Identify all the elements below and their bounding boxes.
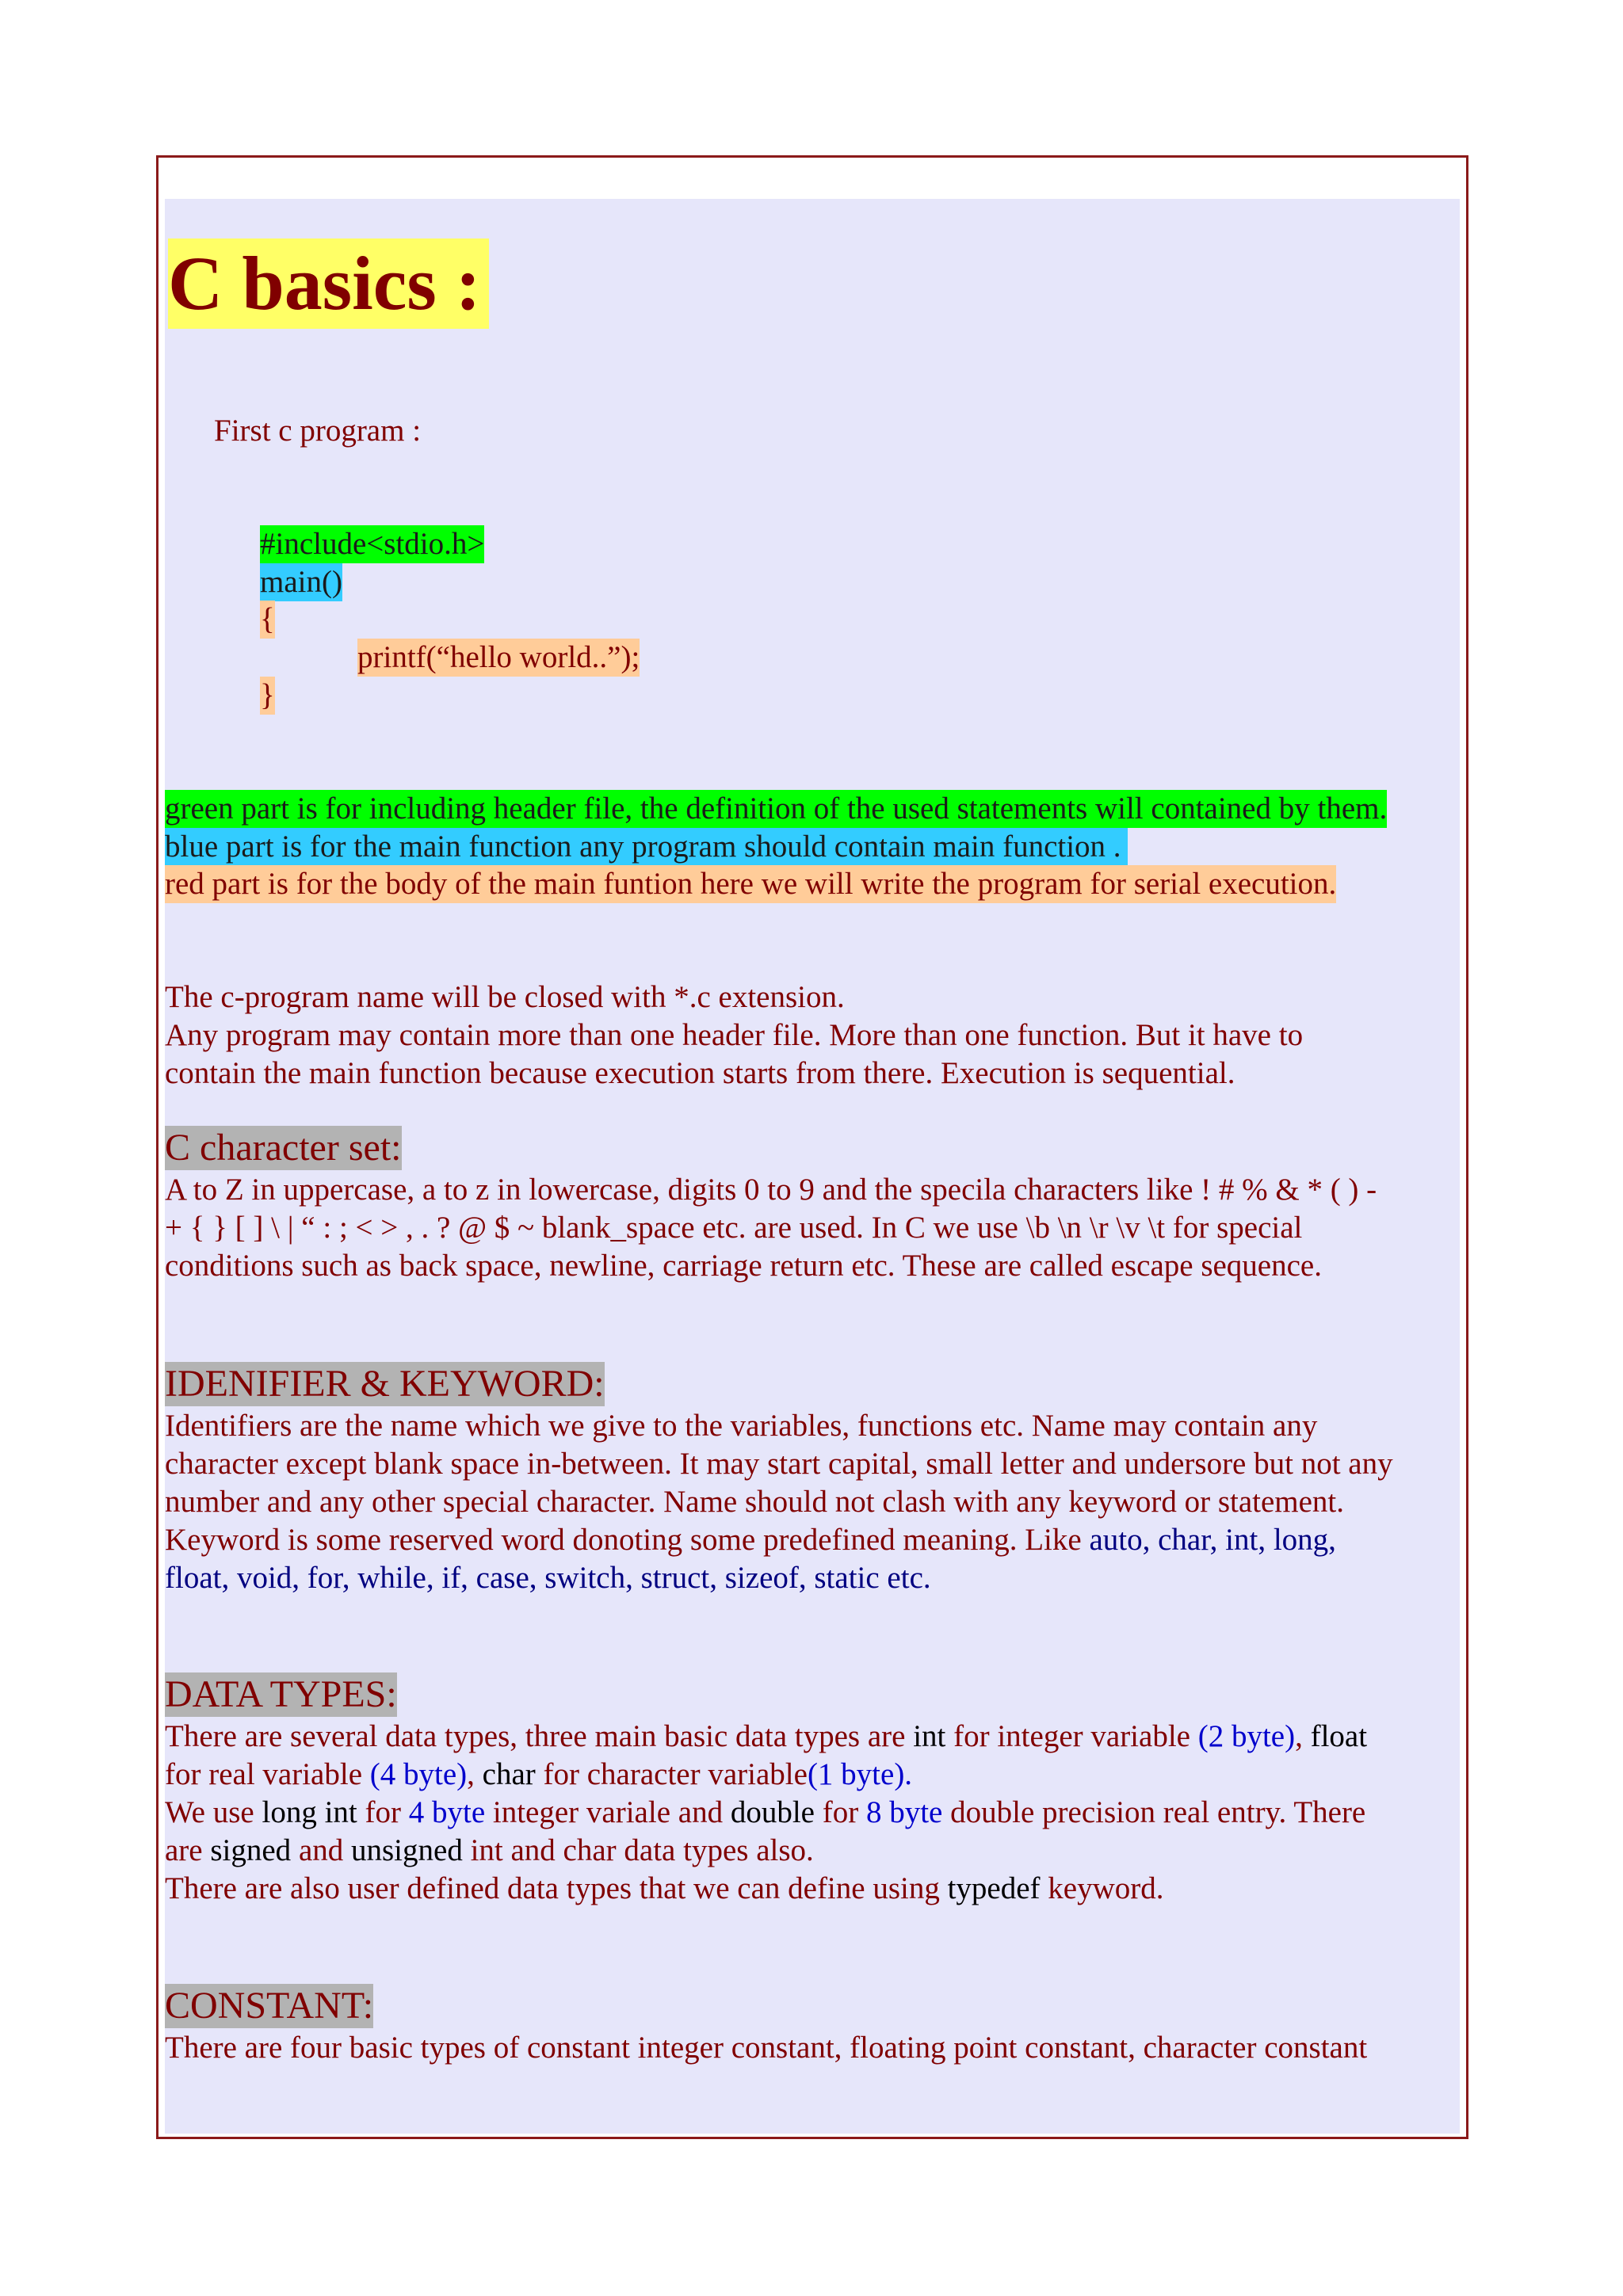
keyword-float: float	[1310, 1719, 1368, 1753]
text-run: We use	[165, 1795, 262, 1829]
charset-line: + { } [ ] \ | “ : ; < > , . ? @ $ ~ blank_space etc. are used. In C we use \b \n \r \v \t for special	[165, 1211, 1303, 1245]
keyword-long-int: long int	[262, 1795, 357, 1829]
keyword-char: char	[482, 1757, 536, 1791]
code-printf-line: printf(“hello world..”);	[357, 639, 640, 677]
code-main-line: main()	[260, 563, 342, 601]
keyword-double: double	[730, 1795, 815, 1829]
identifier-heading: IDENIFIER & KEYWORD:	[165, 1363, 605, 1405]
keyword-list: auto, char, int, long,	[1089, 1523, 1336, 1557]
keyword-unsigned: unsigned	[351, 1833, 463, 1867]
identifier-line: Identifiers are the name which we give to the variables, functions etc. Name may contain any	[165, 1409, 1318, 1443]
text-run: integer variale and	[485, 1795, 731, 1829]
keyword-typedef: typedef	[947, 1871, 1041, 1905]
text-run: There are also user defined data types that we can define using	[165, 1871, 948, 1905]
text-run: for integer variable	[945, 1719, 1198, 1753]
keyword-signed: signed	[210, 1833, 292, 1867]
text-run: for real variable	[165, 1757, 370, 1791]
legend-green: green part is for including header file, the definition of the used statements will contained by them.	[165, 790, 1387, 828]
text-run: for	[357, 1795, 409, 1829]
text-run: are	[165, 1833, 211, 1867]
datatypes-line	[165, 1756, 1465, 1794]
keyword-intro-text: Keyword is some reserved word donoting some predefined meaning. Like	[165, 1523, 1090, 1557]
identifier-paragraph	[165, 1407, 1465, 1597]
text-run: for	[814, 1795, 866, 1829]
intro-line: The c-program name will be closed with *.c extension.	[165, 980, 845, 1014]
charset-line: A to Z in uppercase, a to z in lowercase, digits 0 to 9 and the specila characters like ! # % & * ( ) -	[165, 1173, 1377, 1207]
document-frame	[156, 155, 1468, 2139]
text-run: ,	[467, 1757, 483, 1791]
intro-line: contain the main function because execution starts from there. Execution is sequential.	[165, 1056, 1235, 1090]
first-program-label: First c program :	[214, 414, 422, 448]
page-title: C basics :	[168, 238, 489, 329]
text-run: double precision real entry. There	[942, 1795, 1366, 1829]
size-4byte: 4 byte	[408, 1795, 486, 1829]
text-run: There are several data types, three main basic data types are	[165, 1719, 914, 1753]
keyword-int: int	[913, 1719, 946, 1753]
size-2byte: (2 byte)	[1197, 1719, 1296, 1753]
keyword-list: float, void, for, while, if, case, switch, struct, sizeof, static etc.	[165, 1561, 931, 1595]
text-run: and	[291, 1833, 351, 1867]
size-4byte: (4 byte)	[369, 1757, 468, 1791]
text-run: keyword.	[1040, 1871, 1164, 1905]
document-panel	[165, 199, 1460, 2134]
charset-paragraph	[165, 1171, 1465, 1285]
text-run: int and char data types also.	[462, 1833, 814, 1867]
datatypes-heading: DATA TYPES:	[165, 1673, 397, 1715]
identifier-line: number and any other special character. Name should not clash with any keyword or statement.	[165, 1485, 1345, 1519]
datatypes-line	[165, 1832, 1465, 1870]
datatypes-line	[165, 1718, 1465, 1756]
code-include-line: #include<stdio.h>	[260, 525, 484, 563]
datatypes-line	[165, 1794, 1465, 1832]
datatypes-line	[165, 1870, 1465, 1908]
constant-heading: CONSTANT:	[165, 1985, 374, 2027]
text-run: for character variable	[535, 1757, 808, 1791]
charset-heading: C character set:	[165, 1127, 402, 1169]
size-8byte: 8 byte	[865, 1795, 943, 1829]
constant-paragraph	[165, 2029, 1465, 2067]
legend-blue: blue part is for the main function any program should contain main function .	[165, 828, 1128, 866]
text-run: ,	[1295, 1719, 1311, 1753]
intro-line: Any program may contain more than one header file. More than one function. But it have to	[165, 1018, 1304, 1052]
code-open-brace: {	[260, 601, 275, 639]
code-close-brace: }	[260, 677, 275, 715]
identifier-line	[165, 1521, 1465, 1559]
legend-red: red part is for the body of the main funtion here we will write the program for serial execution.	[165, 865, 1336, 903]
intro-paragraph	[165, 978, 1465, 1093]
identifier-line: character except blank space in-between. It may start capital, small letter and undersore but not any	[165, 1447, 1393, 1481]
size-1byte: (1 byte).	[807, 1757, 913, 1791]
datatypes-paragraph	[165, 1718, 1465, 1908]
charset-line: conditions such as back space, newline, carriage return etc. These are called escape sequence.	[165, 1249, 1322, 1283]
constant-line: There are four basic types of constant integer constant, floating point constant, character constant	[165, 2031, 1368, 2065]
